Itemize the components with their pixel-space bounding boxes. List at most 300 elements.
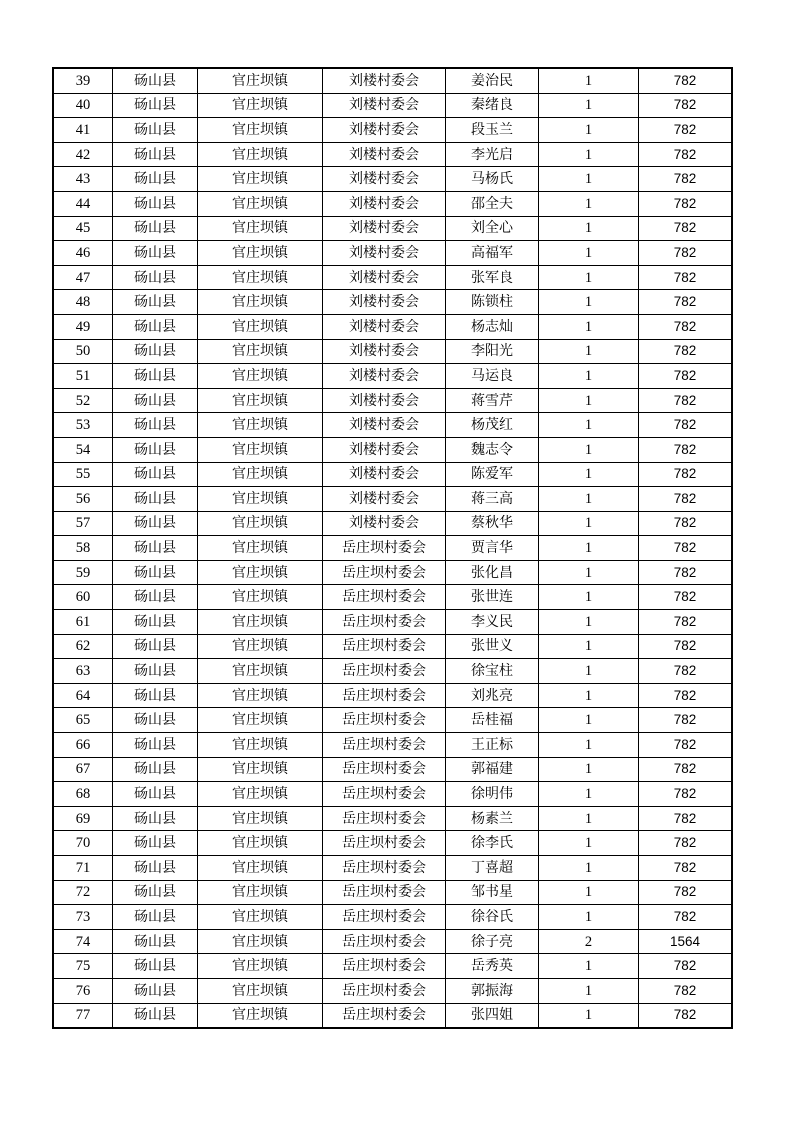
town-cell: 官庄坝镇 bbox=[198, 216, 323, 241]
town-cell: 官庄坝镇 bbox=[198, 339, 323, 364]
county-cell: 砀山县 bbox=[113, 659, 198, 684]
town-cell: 官庄坝镇 bbox=[198, 683, 323, 708]
row-number-cell: 76 bbox=[54, 978, 113, 1003]
count-cell: 1 bbox=[539, 191, 639, 216]
count-cell: 1 bbox=[539, 659, 639, 684]
row-number-cell: 75 bbox=[54, 954, 113, 979]
village-committee-cell: 刘楼村委会 bbox=[323, 191, 446, 216]
count-cell: 1 bbox=[539, 708, 639, 733]
person-name-cell: 徐宝柱 bbox=[446, 659, 539, 684]
village-committee-cell: 刘楼村委会 bbox=[323, 314, 446, 339]
row-number-cell: 50 bbox=[54, 339, 113, 364]
count-cell: 1 bbox=[539, 314, 639, 339]
amount-cell: 782 bbox=[639, 142, 732, 167]
table-row bbox=[54, 634, 732, 659]
amount-cell: 782 bbox=[639, 585, 732, 610]
count-cell: 1 bbox=[539, 880, 639, 905]
town-cell: 官庄坝镇 bbox=[198, 167, 323, 192]
village-committee-cell: 岳庄坝村委会 bbox=[323, 560, 446, 585]
amount-cell: 782 bbox=[639, 93, 732, 118]
village-committee-cell: 刘楼村委会 bbox=[323, 216, 446, 241]
person-name-cell: 刘全心 bbox=[446, 216, 539, 241]
count-cell: 1 bbox=[539, 339, 639, 364]
town-cell: 官庄坝镇 bbox=[198, 191, 323, 216]
amount-cell: 782 bbox=[639, 733, 732, 758]
count-cell: 1 bbox=[539, 462, 639, 487]
town-cell: 官庄坝镇 bbox=[198, 388, 323, 413]
county-cell: 砀山县 bbox=[113, 634, 198, 659]
village-committee-cell: 岳庄坝村委会 bbox=[323, 634, 446, 659]
town-cell: 官庄坝镇 bbox=[198, 413, 323, 438]
county-cell: 砀山县 bbox=[113, 191, 198, 216]
county-cell: 砀山县 bbox=[113, 856, 198, 881]
county-cell: 砀山县 bbox=[113, 216, 198, 241]
person-name-cell: 丁喜超 bbox=[446, 856, 539, 881]
county-cell: 砀山县 bbox=[113, 290, 198, 315]
village-committee-cell: 岳庄坝村委会 bbox=[323, 978, 446, 1003]
count-cell: 1 bbox=[539, 905, 639, 930]
row-number-cell: 55 bbox=[54, 462, 113, 487]
amount-cell: 782 bbox=[639, 339, 732, 364]
county-cell: 砀山县 bbox=[113, 93, 198, 118]
row-number-cell: 63 bbox=[54, 659, 113, 684]
county-cell: 砀山县 bbox=[113, 929, 198, 954]
amount-cell: 782 bbox=[639, 216, 732, 241]
town-cell: 官庄坝镇 bbox=[198, 437, 323, 462]
person-name-cell: 蒋雪芹 bbox=[446, 388, 539, 413]
county-cell: 砀山县 bbox=[113, 806, 198, 831]
amount-cell: 782 bbox=[639, 437, 732, 462]
person-name-cell: 岳桂福 bbox=[446, 708, 539, 733]
town-cell: 官庄坝镇 bbox=[198, 142, 323, 167]
county-cell: 砀山县 bbox=[113, 241, 198, 266]
village-committee-cell: 刘楼村委会 bbox=[323, 265, 446, 290]
county-cell: 砀山县 bbox=[113, 413, 198, 438]
table-row bbox=[54, 978, 732, 1003]
person-name-cell: 徐谷氏 bbox=[446, 905, 539, 930]
amount-cell: 782 bbox=[639, 290, 732, 315]
table-row bbox=[54, 733, 732, 758]
person-name-cell: 张军良 bbox=[446, 265, 539, 290]
amount-cell: 782 bbox=[639, 1003, 732, 1028]
table-row bbox=[54, 659, 732, 684]
amount-cell: 782 bbox=[639, 118, 732, 143]
count-cell: 1 bbox=[539, 511, 639, 536]
row-number-cell: 59 bbox=[54, 560, 113, 585]
town-cell: 官庄坝镇 bbox=[198, 831, 323, 856]
county-cell: 砀山县 bbox=[113, 314, 198, 339]
person-name-cell: 贾言华 bbox=[446, 536, 539, 561]
amount-cell: 782 bbox=[639, 265, 732, 290]
table-row bbox=[54, 241, 732, 266]
village-committee-cell: 刘楼村委会 bbox=[323, 142, 446, 167]
count-cell: 1 bbox=[539, 610, 639, 635]
amount-cell: 782 bbox=[639, 413, 732, 438]
town-cell: 官庄坝镇 bbox=[198, 364, 323, 389]
town-cell: 官庄坝镇 bbox=[198, 733, 323, 758]
count-cell: 1 bbox=[539, 265, 639, 290]
table-row bbox=[54, 413, 732, 438]
table-row bbox=[54, 142, 732, 167]
table-row bbox=[54, 610, 732, 635]
row-number-cell: 66 bbox=[54, 733, 113, 758]
table-row bbox=[54, 1003, 732, 1028]
town-cell: 官庄坝镇 bbox=[198, 314, 323, 339]
county-cell: 砀山县 bbox=[113, 585, 198, 610]
person-name-cell: 张世连 bbox=[446, 585, 539, 610]
row-number-cell: 52 bbox=[54, 388, 113, 413]
amount-cell: 782 bbox=[639, 536, 732, 561]
amount-cell: 782 bbox=[639, 511, 732, 536]
amount-cell: 782 bbox=[639, 880, 732, 905]
village-committee-cell: 刘楼村委会 bbox=[323, 167, 446, 192]
amount-cell: 782 bbox=[639, 314, 732, 339]
count-cell: 1 bbox=[539, 733, 639, 758]
person-name-cell: 张四姐 bbox=[446, 1003, 539, 1028]
town-cell: 官庄坝镇 bbox=[198, 757, 323, 782]
person-name-cell: 陈爱军 bbox=[446, 462, 539, 487]
count-cell: 1 bbox=[539, 290, 639, 315]
amount-cell: 782 bbox=[639, 806, 732, 831]
row-number-cell: 44 bbox=[54, 191, 113, 216]
table-row bbox=[54, 560, 732, 585]
person-name-cell: 岳秀英 bbox=[446, 954, 539, 979]
count-cell: 1 bbox=[539, 782, 639, 807]
row-number-cell: 67 bbox=[54, 757, 113, 782]
town-cell: 官庄坝镇 bbox=[198, 659, 323, 684]
table-row bbox=[54, 265, 732, 290]
amount-cell: 782 bbox=[639, 364, 732, 389]
table-row bbox=[54, 167, 732, 192]
table-row bbox=[54, 905, 732, 930]
county-cell: 砀山县 bbox=[113, 69, 198, 94]
person-name-cell: 马杨氏 bbox=[446, 167, 539, 192]
village-committee-cell: 岳庄坝村委会 bbox=[323, 659, 446, 684]
county-cell: 砀山县 bbox=[113, 757, 198, 782]
village-committee-cell: 岳庄坝村委会 bbox=[323, 905, 446, 930]
table-row bbox=[54, 118, 732, 143]
row-number-cell: 48 bbox=[54, 290, 113, 315]
village-committee-cell: 岳庄坝村委会 bbox=[323, 610, 446, 635]
person-name-cell: 邹书星 bbox=[446, 880, 539, 905]
table-row bbox=[54, 487, 732, 512]
county-cell: 砀山县 bbox=[113, 167, 198, 192]
village-committee-cell: 刘楼村委会 bbox=[323, 487, 446, 512]
row-number-cell: 40 bbox=[54, 93, 113, 118]
row-number-cell: 54 bbox=[54, 437, 113, 462]
county-cell: 砀山县 bbox=[113, 978, 198, 1003]
table-row bbox=[54, 388, 732, 413]
county-cell: 砀山县 bbox=[113, 560, 198, 585]
row-number-cell: 62 bbox=[54, 634, 113, 659]
village-committee-cell: 岳庄坝村委会 bbox=[323, 585, 446, 610]
person-name-cell: 郭振海 bbox=[446, 978, 539, 1003]
count-cell: 1 bbox=[539, 142, 639, 167]
village-committee-cell: 刘楼村委会 bbox=[323, 339, 446, 364]
row-number-cell: 57 bbox=[54, 511, 113, 536]
town-cell: 官庄坝镇 bbox=[198, 905, 323, 930]
amount-cell: 782 bbox=[639, 487, 732, 512]
town-cell: 官庄坝镇 bbox=[198, 487, 323, 512]
village-committee-cell: 岳庄坝村委会 bbox=[323, 683, 446, 708]
count-cell: 1 bbox=[539, 954, 639, 979]
count-cell: 1 bbox=[539, 831, 639, 856]
count-cell: 1 bbox=[539, 167, 639, 192]
amount-cell: 782 bbox=[639, 905, 732, 930]
person-name-cell: 高福军 bbox=[446, 241, 539, 266]
village-committee-cell: 刘楼村委会 bbox=[323, 413, 446, 438]
village-committee-cell: 刘楼村委会 bbox=[323, 69, 446, 94]
table-row bbox=[54, 364, 732, 389]
town-cell: 官庄坝镇 bbox=[198, 806, 323, 831]
village-committee-cell: 刘楼村委会 bbox=[323, 241, 446, 266]
person-name-cell: 徐子亮 bbox=[446, 929, 539, 954]
amount-cell: 782 bbox=[639, 757, 732, 782]
person-name-cell: 张世义 bbox=[446, 634, 539, 659]
county-cell: 砀山县 bbox=[113, 954, 198, 979]
count-cell: 1 bbox=[539, 856, 639, 881]
town-cell: 官庄坝镇 bbox=[198, 708, 323, 733]
town-cell: 官庄坝镇 bbox=[198, 536, 323, 561]
person-name-cell: 秦绪良 bbox=[446, 93, 539, 118]
county-cell: 砀山县 bbox=[113, 1003, 198, 1028]
row-number-cell: 45 bbox=[54, 216, 113, 241]
town-cell: 官庄坝镇 bbox=[198, 782, 323, 807]
table-row bbox=[54, 929, 732, 954]
count-cell: 1 bbox=[539, 683, 639, 708]
count-cell: 1 bbox=[539, 69, 639, 94]
amount-cell: 782 bbox=[639, 167, 732, 192]
table-row bbox=[54, 339, 732, 364]
person-name-cell: 郭福建 bbox=[446, 757, 539, 782]
town-cell: 官庄坝镇 bbox=[198, 634, 323, 659]
count-cell: 1 bbox=[539, 118, 639, 143]
table-row bbox=[54, 314, 732, 339]
table-row bbox=[54, 757, 732, 782]
row-number-cell: 71 bbox=[54, 856, 113, 881]
village-committee-cell: 岳庄坝村委会 bbox=[323, 782, 446, 807]
village-committee-cell: 刘楼村委会 bbox=[323, 388, 446, 413]
county-cell: 砀山县 bbox=[113, 339, 198, 364]
count-cell: 1 bbox=[539, 560, 639, 585]
town-cell: 官庄坝镇 bbox=[198, 978, 323, 1003]
row-number-cell: 68 bbox=[54, 782, 113, 807]
county-cell: 砀山县 bbox=[113, 487, 198, 512]
person-name-cell: 杨素兰 bbox=[446, 806, 539, 831]
county-cell: 砀山县 bbox=[113, 831, 198, 856]
town-cell: 官庄坝镇 bbox=[198, 954, 323, 979]
county-cell: 砀山县 bbox=[113, 782, 198, 807]
village-committee-cell: 岳庄坝村委会 bbox=[323, 856, 446, 881]
person-name-cell: 张化昌 bbox=[446, 560, 539, 585]
village-committee-cell: 刘楼村委会 bbox=[323, 364, 446, 389]
county-cell: 砀山县 bbox=[113, 437, 198, 462]
count-cell: 1 bbox=[539, 487, 639, 512]
person-name-cell: 李光启 bbox=[446, 142, 539, 167]
table-row bbox=[54, 462, 732, 487]
amount-cell: 782 bbox=[639, 560, 732, 585]
table-row bbox=[54, 511, 732, 536]
county-cell: 砀山县 bbox=[113, 364, 198, 389]
county-cell: 砀山县 bbox=[113, 610, 198, 635]
count-cell: 1 bbox=[539, 364, 639, 389]
town-cell: 官庄坝镇 bbox=[198, 585, 323, 610]
amount-cell: 782 bbox=[639, 708, 732, 733]
town-cell: 官庄坝镇 bbox=[198, 462, 323, 487]
table-row bbox=[54, 290, 732, 315]
county-cell: 砀山县 bbox=[113, 683, 198, 708]
town-cell: 官庄坝镇 bbox=[198, 265, 323, 290]
town-cell: 官庄坝镇 bbox=[198, 511, 323, 536]
county-cell: 砀山县 bbox=[113, 880, 198, 905]
row-number-cell: 74 bbox=[54, 929, 113, 954]
person-name-cell: 徐李氏 bbox=[446, 831, 539, 856]
amount-cell: 782 bbox=[639, 610, 732, 635]
count-cell: 2 bbox=[539, 929, 639, 954]
row-number-cell: 51 bbox=[54, 364, 113, 389]
person-name-cell: 李义民 bbox=[446, 610, 539, 635]
amount-cell: 782 bbox=[639, 831, 732, 856]
count-cell: 1 bbox=[539, 978, 639, 1003]
person-name-cell: 刘兆亮 bbox=[446, 683, 539, 708]
row-number-cell: 58 bbox=[54, 536, 113, 561]
village-committee-cell: 岳庄坝村委会 bbox=[323, 708, 446, 733]
town-cell: 官庄坝镇 bbox=[198, 1003, 323, 1028]
town-cell: 官庄坝镇 bbox=[198, 290, 323, 315]
amount-cell: 782 bbox=[639, 634, 732, 659]
row-number-cell: 53 bbox=[54, 413, 113, 438]
count-cell: 1 bbox=[539, 93, 639, 118]
count-cell: 1 bbox=[539, 216, 639, 241]
row-number-cell: 39 bbox=[54, 69, 113, 94]
person-name-cell: 杨茂红 bbox=[446, 413, 539, 438]
table-row bbox=[54, 69, 732, 94]
town-cell: 官庄坝镇 bbox=[198, 610, 323, 635]
roster-body bbox=[54, 69, 732, 1028]
amount-cell: 782 bbox=[639, 856, 732, 881]
person-name-cell: 蒋三高 bbox=[446, 487, 539, 512]
table-row bbox=[54, 856, 732, 881]
count-cell: 1 bbox=[539, 388, 639, 413]
row-number-cell: 60 bbox=[54, 585, 113, 610]
county-cell: 砀山县 bbox=[113, 388, 198, 413]
row-number-cell: 56 bbox=[54, 487, 113, 512]
person-name-cell: 王正标 bbox=[446, 733, 539, 758]
amount-cell: 782 bbox=[639, 241, 732, 266]
town-cell: 官庄坝镇 bbox=[198, 929, 323, 954]
amount-cell: 782 bbox=[639, 191, 732, 216]
row-number-cell: 61 bbox=[54, 610, 113, 635]
row-number-cell: 69 bbox=[54, 806, 113, 831]
person-name-cell: 徐明伟 bbox=[446, 782, 539, 807]
table-row bbox=[54, 683, 732, 708]
amount-cell: 782 bbox=[639, 782, 732, 807]
village-committee-cell: 刘楼村委会 bbox=[323, 290, 446, 315]
town-cell: 官庄坝镇 bbox=[198, 856, 323, 881]
county-cell: 砀山县 bbox=[113, 462, 198, 487]
village-committee-cell: 岳庄坝村委会 bbox=[323, 831, 446, 856]
amount-cell: 782 bbox=[639, 978, 732, 1003]
count-cell: 1 bbox=[539, 241, 639, 266]
village-committee-cell: 岳庄坝村委会 bbox=[323, 733, 446, 758]
count-cell: 1 bbox=[539, 806, 639, 831]
amount-cell: 782 bbox=[639, 388, 732, 413]
table-row bbox=[54, 782, 732, 807]
row-number-cell: 73 bbox=[54, 905, 113, 930]
row-number-cell: 47 bbox=[54, 265, 113, 290]
person-name-cell: 段玉兰 bbox=[446, 118, 539, 143]
village-committee-cell: 刘楼村委会 bbox=[323, 511, 446, 536]
town-cell: 官庄坝镇 bbox=[198, 118, 323, 143]
village-committee-cell: 岳庄坝村委会 bbox=[323, 757, 446, 782]
person-name-cell: 陈锁柱 bbox=[446, 290, 539, 315]
count-cell: 1 bbox=[539, 437, 639, 462]
table-row bbox=[54, 880, 732, 905]
table-row bbox=[54, 585, 732, 610]
person-name-cell: 魏志令 bbox=[446, 437, 539, 462]
table-row bbox=[54, 831, 732, 856]
row-number-cell: 41 bbox=[54, 118, 113, 143]
county-cell: 砀山县 bbox=[113, 511, 198, 536]
person-name-cell: 蔡秋华 bbox=[446, 511, 539, 536]
table-row bbox=[54, 437, 732, 462]
village-committee-cell: 刘楼村委会 bbox=[323, 437, 446, 462]
village-committee-cell: 刘楼村委会 bbox=[323, 462, 446, 487]
amount-cell: 782 bbox=[639, 659, 732, 684]
village-committee-cell: 岳庄坝村委会 bbox=[323, 536, 446, 561]
table-row bbox=[54, 536, 732, 561]
village-committee-cell: 刘楼村委会 bbox=[323, 118, 446, 143]
count-cell: 1 bbox=[539, 536, 639, 561]
person-name-cell: 姜治民 bbox=[446, 69, 539, 94]
person-name-cell: 杨志灿 bbox=[446, 314, 539, 339]
village-committee-cell: 岳庄坝村委会 bbox=[323, 806, 446, 831]
table-row bbox=[54, 954, 732, 979]
village-committee-cell: 岳庄坝村委会 bbox=[323, 954, 446, 979]
amount-cell: 1564 bbox=[639, 929, 732, 954]
row-number-cell: 77 bbox=[54, 1003, 113, 1028]
county-cell: 砀山县 bbox=[113, 142, 198, 167]
county-cell: 砀山县 bbox=[113, 708, 198, 733]
village-committee-cell: 刘楼村委会 bbox=[323, 93, 446, 118]
count-cell: 1 bbox=[539, 413, 639, 438]
town-cell: 官庄坝镇 bbox=[198, 69, 323, 94]
person-name-cell: 马运良 bbox=[446, 364, 539, 389]
county-cell: 砀山县 bbox=[113, 265, 198, 290]
row-number-cell: 43 bbox=[54, 167, 113, 192]
count-cell: 1 bbox=[539, 757, 639, 782]
row-number-cell: 70 bbox=[54, 831, 113, 856]
amount-cell: 782 bbox=[639, 69, 732, 94]
table-row bbox=[54, 93, 732, 118]
county-cell: 砀山县 bbox=[113, 905, 198, 930]
town-cell: 官庄坝镇 bbox=[198, 880, 323, 905]
person-name-cell: 李阳光 bbox=[446, 339, 539, 364]
village-committee-cell: 岳庄坝村委会 bbox=[323, 1003, 446, 1028]
count-cell: 1 bbox=[539, 634, 639, 659]
row-number-cell: 65 bbox=[54, 708, 113, 733]
count-cell: 1 bbox=[539, 585, 639, 610]
village-committee-cell: 岳庄坝村委会 bbox=[323, 929, 446, 954]
count-cell: 1 bbox=[539, 1003, 639, 1028]
county-cell: 砀山县 bbox=[113, 118, 198, 143]
table-row bbox=[54, 216, 732, 241]
person-name-cell: 邵全夫 bbox=[446, 191, 539, 216]
row-number-cell: 72 bbox=[54, 880, 113, 905]
roster-table bbox=[53, 68, 732, 1028]
table-row bbox=[54, 191, 732, 216]
table-row bbox=[54, 708, 732, 733]
